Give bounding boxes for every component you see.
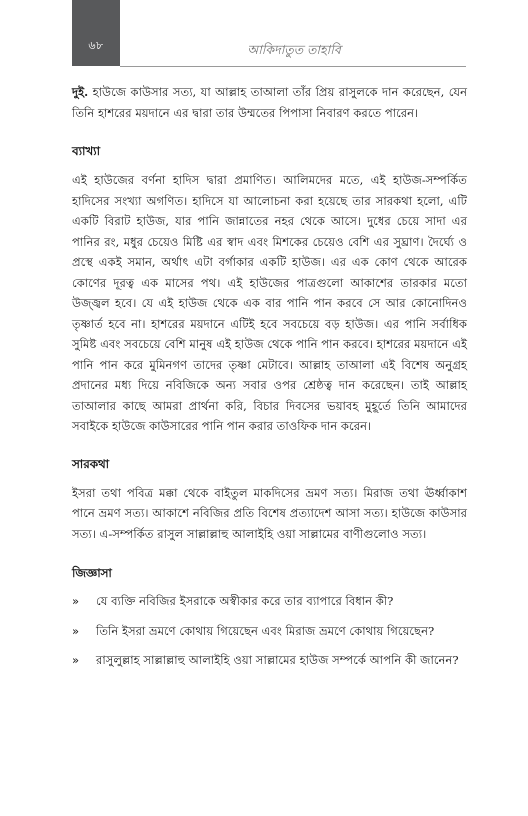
question-item	[72, 650, 467, 671]
header-divider	[120, 66, 466, 67]
bullet-chevron-icon: »	[72, 653, 80, 667]
bullet-chevron-icon: »	[72, 594, 80, 608]
running-header-title: আকিদাতুত তাহাবি	[247, 42, 341, 57]
question-text: যে ব্যক্তি নবিজির ইসরাকে অস্বীকার করে তার ব্যাপারে বিধান কী?	[96, 594, 394, 608]
summary-heading: সারকথা	[72, 456, 110, 471]
question-text: রাসুলুল্লাহ সাল্লাল্লাহু আলাইহি ওয়া সাল্লামের হাউজ সম্পর্কে আপনি কী জানেন?	[96, 653, 459, 667]
commentary-heading: ব্যাখ্যা	[72, 144, 100, 158]
verse-paragraph	[72, 82, 467, 123]
verse-text: হাউজে কাউসার সত্য, যা আল্লাহ তাআলা তাঁর প্রিয় রাসুলকে দান করেছেন, যেন তিনি হাশরের ময়দানে এর দ্বারা তার উম্মতের পিপাসা নিবারণ করতে পারেন।	[72, 85, 467, 120]
page-content	[72, 82, 467, 680]
question-text: তিনি ইসরা ভ্রমণে কোথায় গিয়েছেন এবং মিরাজ ভ্রমণে কোথায় গিয়েছেন?	[96, 623, 435, 638]
summary-body: ইসরা তথা পবিত্র মক্কা থেকে বাইতুল মাকদিসের ভ্রমণ সত্য। মিরাজ তথা ঊর্ধ্বাকাশ পানে ভ্রমণ সত্য। আকাশে নবিজির প্রতি বিশেষ প্রত্যাদেশ আসা সত্য। হাউজে কাউসার সত্য। এ-সম্পর্কিত রাসুল সাল্লাল্লাহু আলাইহি ওয়া সাল্লামের বাণীগুলোও সত্য।	[72, 485, 467, 541]
bullet-chevron-icon: »	[72, 623, 80, 638]
verse-number: দুই.	[72, 85, 89, 99]
questions-list	[72, 591, 467, 671]
questions-heading: জিজ্ঞাসা	[72, 566, 112, 580]
commentary-body: এই হাউজের বর্ণনা হাদিস দ্বারা প্রমাণিত। আলিমদের মতে, এই হাউজ-সম্পর্কিত হাদিসের সংখ্যা অগণিত। হাদিসে যা আলোচনা করা হয়েছে তার সারকথা হলো, এটি একটি বিরাট হাউজ, যার পানি জান্নাতের নহর থেকে আসে। দুধের চেয়ে সাদা এর পানির রং, মধুর চেয়েও মিষ্টি এর স্বাদ এবং মিশকের চেয়েও বেশি এর সুঘ্রাণ। দৈর্ঘ্যে ও প্রস্থে একই সমান, অর্থাৎ এটা বর্গাকার একটি হাউজ। এর এক কোণ থেকে আরেক কোণের দূরত্ব এক মাসের পথ। এই হাউজের পাত্রগুলো আকাশের তারকার মতো উজ্জ্বল হবে। যে এই হাউজ থেকে এক বার পানি পান করবে সে আর কোনোদিনও তৃষ্ণার্ত হবে না। হাশরের ময়দানে এটিই হবে সবচেয়ে বড় হাউজ। এর পানি সর্বাধিক সুমিষ্ট এবং সবচেয়ে বেশি মানুষ এই হাউজ থেকে পানি পান করবে। হাশরের ময়দানে এই পানি পান করে মুমিনগণ তাদের তৃষ্ণা মেটাবে। আল্লাহ তাআলা এই বিশেষ অনুগ্রহ প্রদানের মধ্য দিয়ে নবিজিকে অন্য সবার ওপর শ্রেষ্ঠত্ব দান করেছেন। তাই আল্লাহ তাআলার কাছে আমরা প্রার্থনা করি, বিচার দিবসের ভয়াবহ মুহূর্তে তিনি আমাদের সবাইকে হাউজে কাউসারের পানি পান করার তাওফিক দান করেন।	[72, 173, 467, 433]
question-item	[72, 621, 467, 642]
page-number: ৬৮	[88, 39, 104, 52]
question-item	[72, 591, 467, 612]
